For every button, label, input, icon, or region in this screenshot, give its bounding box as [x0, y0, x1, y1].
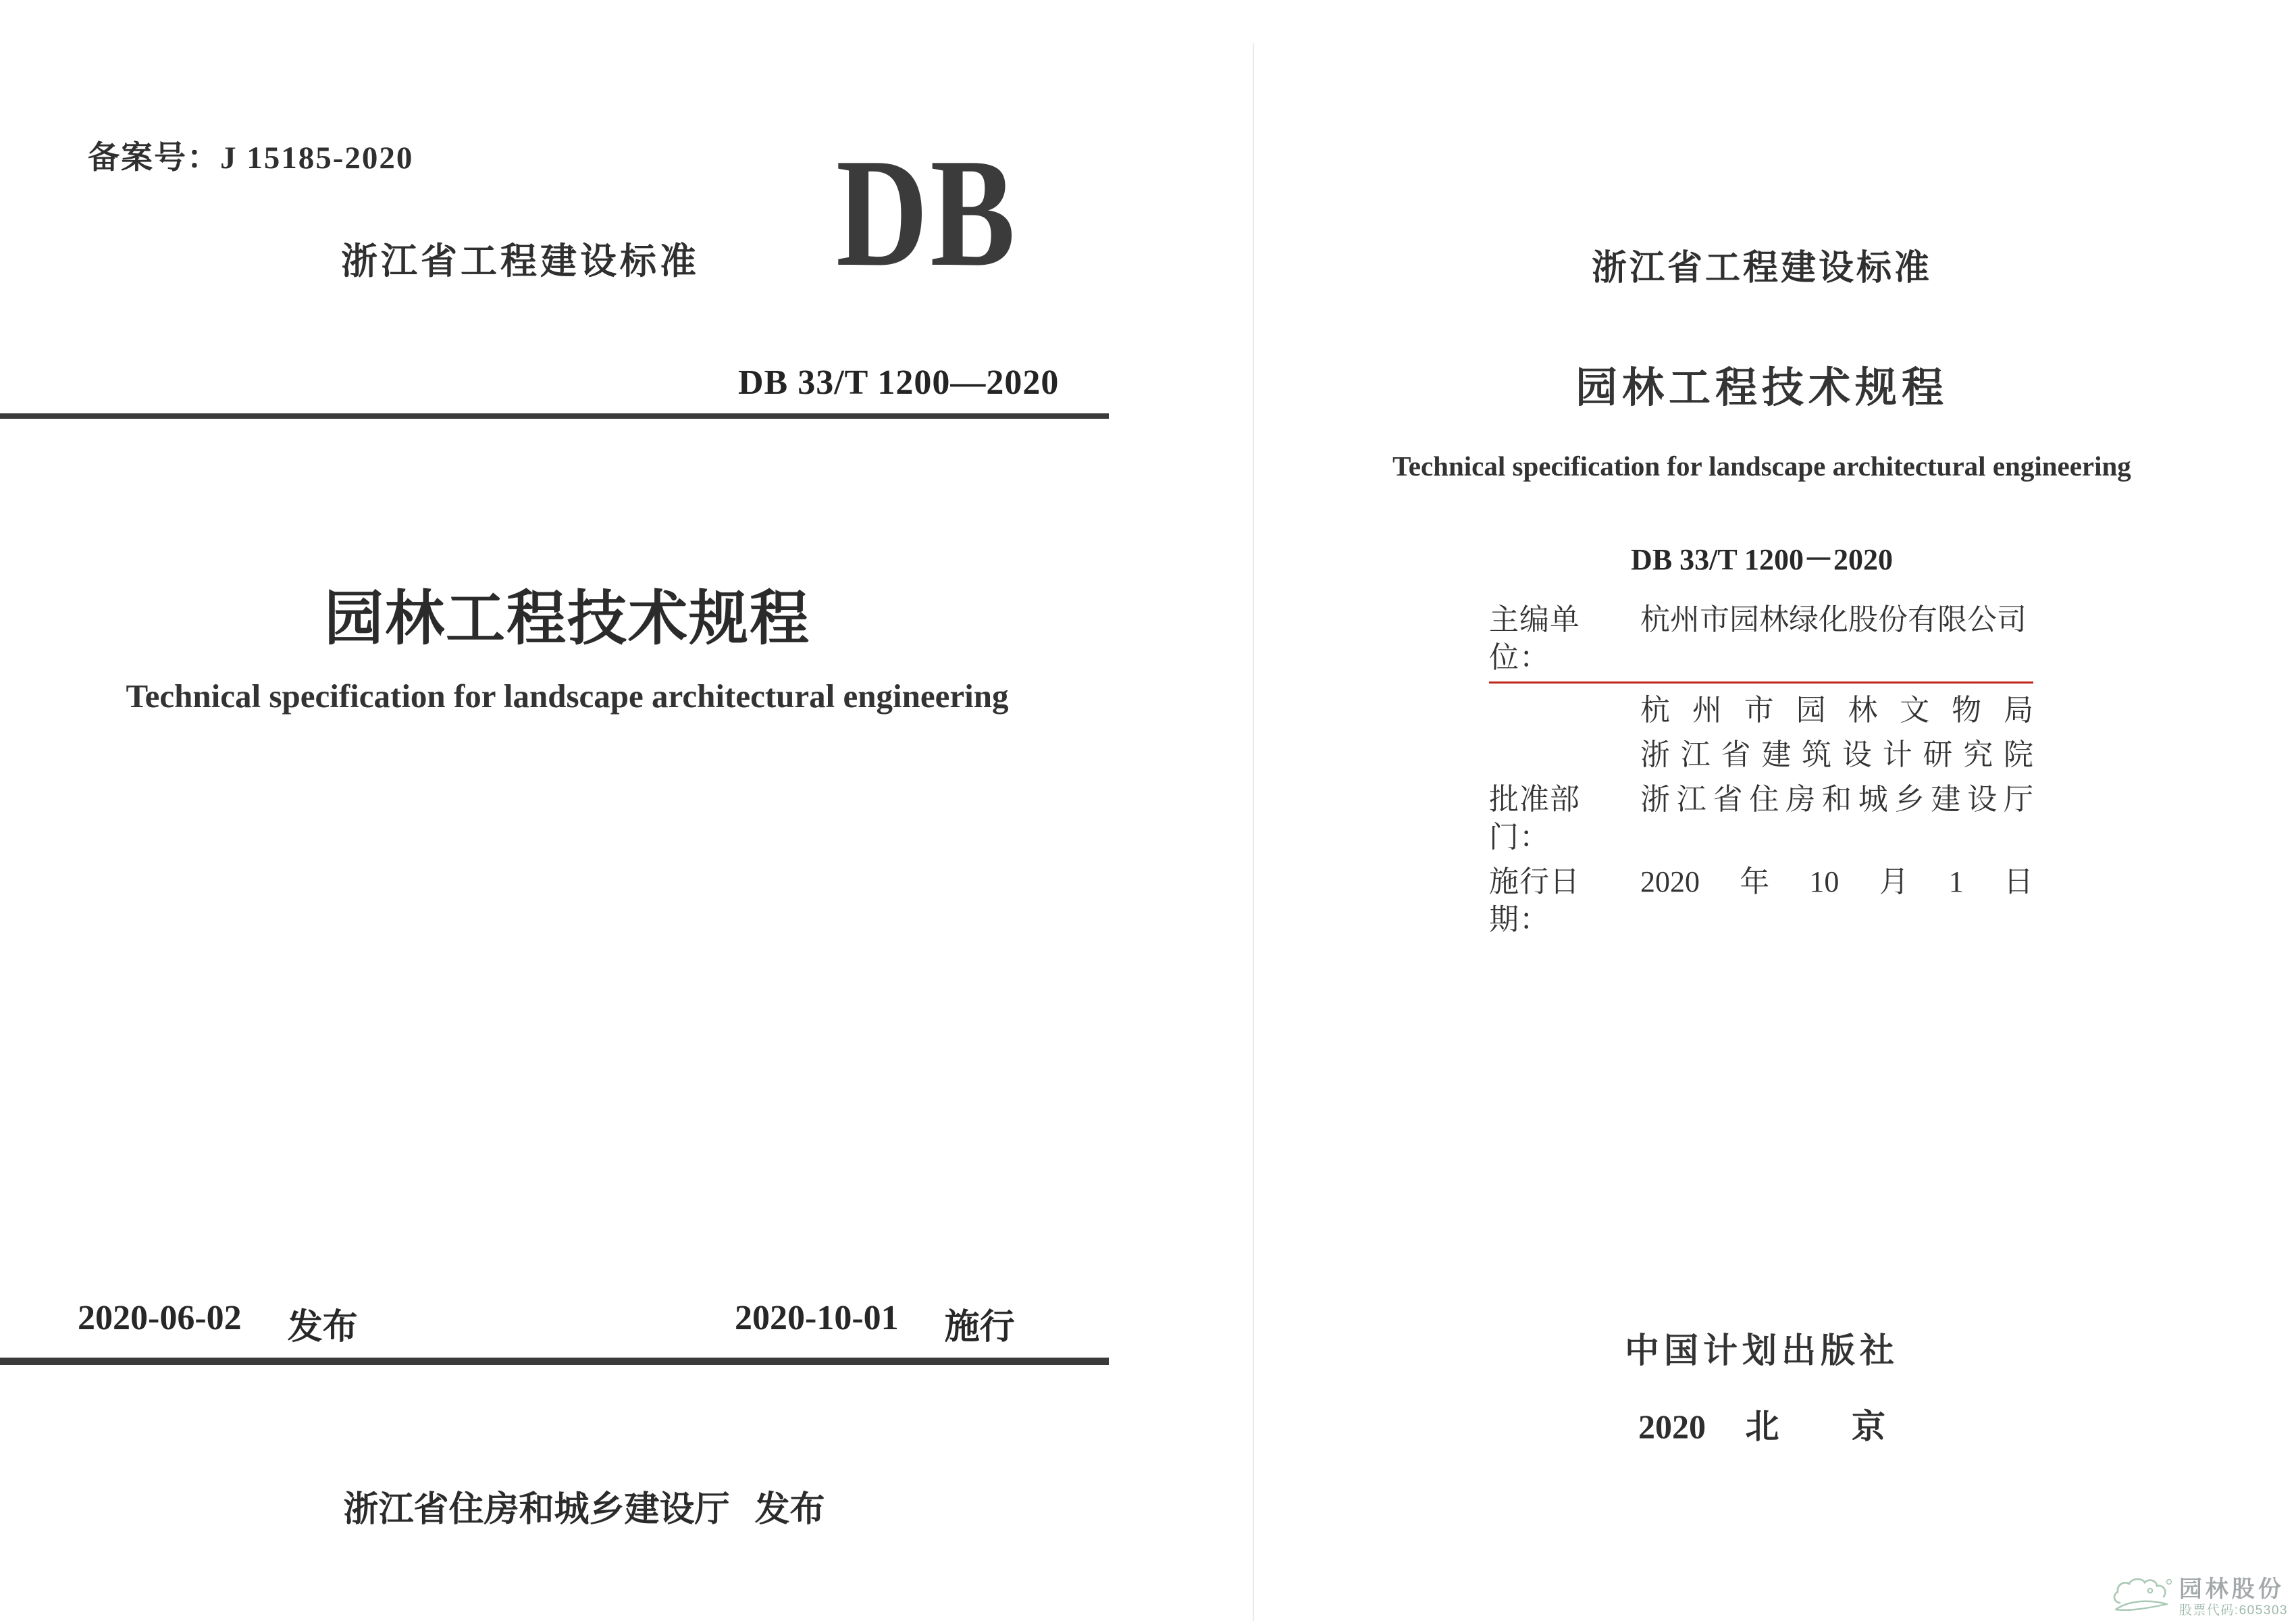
issue-label: 发布 — [287, 1308, 358, 1347]
effective-date-group — [735, 1298, 1015, 1349]
approver-value: 浙江省住房和城乡建设厅 — [1640, 783, 2033, 816]
effective-date-row — [1489, 863, 2033, 939]
effective-date: 2020-10-01 — [735, 1299, 899, 1337]
issue-date: 2020-06-02 — [78, 1299, 242, 1337]
document-title-en: Technical specification for landscape architectural engineering — [126, 677, 1009, 715]
editor-info-block — [1489, 601, 2033, 946]
issue-date-group — [78, 1298, 358, 1349]
colophon-line — [1198, 1399, 2296, 1448]
co-editor-2: 浙江省建筑设计研究院 — [1640, 738, 2033, 771]
standard-category-label: 浙江省工程建设标准 — [341, 241, 700, 282]
footer-rule — [0, 1358, 1109, 1365]
effective-date-value: 2020年10月1日 — [1640, 865, 2033, 898]
effective-date-label: 施行日期： — [1489, 865, 1580, 936]
watermark-company: 园林股份 — [2178, 1576, 2285, 1603]
publication-city-second: 京 — [1852, 1408, 1885, 1445]
issuer-line — [0, 1481, 1168, 1531]
chief-editor-label: 主编单位： — [1489, 603, 1580, 674]
editor-label-spacer — [1489, 692, 1640, 729]
publisher-name: 中国计划出版社 — [1624, 1333, 1899, 1370]
standard-code: DB 33/T 1200—2020 — [738, 363, 1060, 402]
company-watermark — [2110, 1577, 2288, 1618]
editor-label-spacer — [1489, 736, 1640, 774]
co-editor-1: 杭州市园林文物局 — [1640, 694, 2033, 727]
document-title-zh: 园林工程技术规程 — [323, 587, 810, 652]
approver-label: 批准部门： — [1489, 783, 1580, 854]
chief-editor-value: 杭州市园林绿化股份有限公司 — [1640, 603, 2027, 636]
publication-city-first: 北 — [1745, 1408, 1779, 1445]
title-page — [1148, 0, 2296, 1621]
record-number: 备案号：J 15185-2020 — [88, 140, 414, 176]
standard-code: DB 33/T 1200－2020 — [1631, 543, 1893, 576]
cloud-landscape-icon — [2110, 1577, 2172, 1618]
issuer-name: 浙江省住房和城乡建设厅 — [343, 1491, 730, 1529]
db-logo: DB — [836, 126, 1018, 299]
publication-year: 2020 — [1638, 1408, 1706, 1445]
document-title-en: Technical specification for landscape architectural engineering — [1392, 451, 2131, 482]
effective-label: 施行 — [944, 1308, 1015, 1347]
standard-category-label: 浙江省工程建设标准 — [1591, 249, 1932, 288]
chief-editor-row — [1489, 601, 2033, 684]
header-rule — [0, 413, 1109, 419]
watermark-text — [2179, 1578, 2288, 1618]
co-editor-row — [1489, 736, 2033, 774]
watermark-stock-code: 股票代码:605303 — [2178, 1603, 2288, 1618]
co-editor-row — [1489, 692, 2033, 729]
issuer-action: 发布 — [754, 1491, 825, 1529]
approver-row — [1489, 781, 2033, 856]
document-title-zh: 园林工程技术规程 — [1575, 365, 1948, 411]
